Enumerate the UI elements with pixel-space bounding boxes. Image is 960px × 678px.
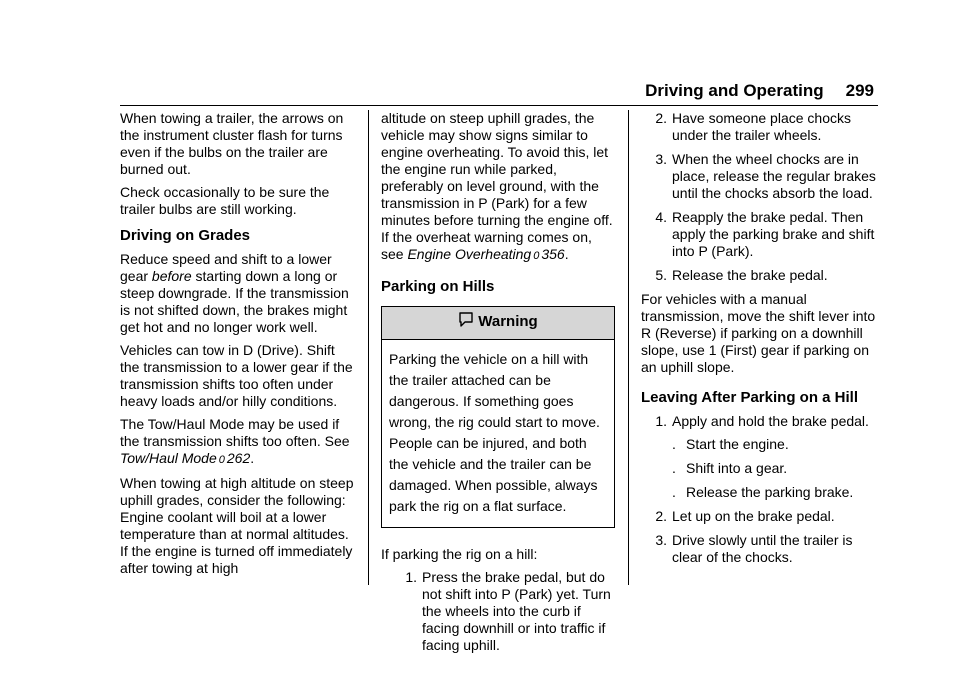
warning-title: Warning (478, 313, 538, 330)
page-number: 299 (845, 81, 874, 100)
list-item: 5. Release the brake pedal. (655, 267, 828, 283)
paragraph-tow-in-drive: Vehicles can tow in D (Drive). Shift the transmission to a lower gear if the transmission shifts too often under heavy loads and/or hilly conditions. (120, 342, 353, 409)
paragraph-if-parking: If parking the rig on a hill: (381, 546, 538, 562)
paragraph-reduce-speed: Reduce speed and shift to a lower gear before starting down a long or steep downgrade. If the transmission is not shifted down, the brakes might get hot and no longer work well. (120, 251, 349, 335)
warning-icon (458, 312, 474, 332)
bullet-item: . Release the parking brake. (672, 484, 854, 500)
steps-list-leaving (641, 413, 879, 566)
paragraph-altitude-continued: altitude on steep uphill grades, the vehicle may show signs similar to engine overheating. To avoid this, let the engine run while parked, preferably on level ground, with the transmission in P (Park) for a few minutes before turning the engine off. If the overheat warning comes on, see Engine Overheating 0 356. (381, 110, 613, 262)
heading-parking-on-hills: Parking on Hills (381, 278, 495, 295)
bullet-item: . Shift into a gear. (672, 460, 788, 476)
list-item: 1. Apply and hold the brake pedal. . Start the engine. . Shift into a gear. . Release the parking brake. (641, 413, 879, 501)
steps-list-parking (391, 569, 615, 654)
paragraph-tow-haul: The Tow/Haul Mode may be used if the transmission shifts too often. See Tow/Haul Mode 0 262. (120, 416, 350, 466)
column-divider-2 (628, 110, 629, 585)
paragraph-check-bulbs: Check occasionally to be sure the trailer bulbs are still working. (120, 184, 330, 217)
list-item: 4. Reapply the brake pedal. Then apply the parking brake and shift into P (Park). (655, 209, 875, 259)
xref-arrow-icon: 0 (533, 250, 540, 262)
column-1 (120, 110, 358, 583)
warning-box (381, 306, 615, 528)
column-divider-1 (368, 110, 369, 585)
paragraph-trailer-arrows: When towing a trailer, the arrows on the instrument cluster flash for turns even if the bulbs on the trailer are burned out. (120, 110, 344, 177)
warning-header (382, 307, 614, 340)
xref-arrow-icon: 0 (218, 454, 225, 466)
heading-leaving-after-parking: Leaving After Parking on a Hill (641, 389, 858, 406)
list-item: 3. When the wheel chocks are in place, release the regular brakes until the chocks absorb the load. (655, 151, 876, 201)
list-item: 3. Drive slowly until the trailer is clear of the chocks. (655, 532, 853, 565)
heading-driving-on-grades: Driving on Grades (120, 227, 251, 244)
warning-text: Parking the vehicle on a hill with the trailer attached can be dangerous. If something goes wrong, the rig could start to move. People can be injured, and both the vehicle and the trailer can be damaged. When possible, always park the rig on a flat surface. (389, 351, 600, 514)
column-2 (381, 110, 615, 661)
bullet-list (672, 436, 879, 501)
steps-list-parking-continued (641, 110, 879, 284)
header-rule (120, 105, 878, 106)
list-item: 2. Let up on the brake pedal. (655, 508, 835, 524)
section-title: Driving and Operating (645, 81, 824, 100)
xref-engine-overheating[interactable]: Engine Overheating 0 356 (407, 246, 565, 262)
page-header (645, 80, 874, 102)
list-item: 2. Have someone place chocks under the trailer wheels. (655, 110, 851, 143)
column-3 (641, 110, 879, 573)
emphasis-before: before (151, 268, 192, 284)
list-item: 1. Press the brake pedal, but do not shift into P (Park) yet. Turn the wheels into the curb if facing downhill or into traffic if facing uphill. (405, 569, 611, 653)
paragraph-high-altitude: When towing at high altitude on steep uphill grades, consider the following: Engine coolant will boil at a lower temperature than at normal altitudes. If the engine is turned off immediately after towing at high (120, 475, 354, 576)
paragraph-manual-transmission: For vehicles with a manual transmission, move the shift lever into R (Reverse) if parking on a downhill slope, use 1 (First) gear if parking on an uphill slope. (641, 291, 876, 375)
xref-tow-haul-mode[interactable]: Tow/Haul Mode 0 262 (120, 450, 251, 466)
bullet-item: . Start the engine. (672, 436, 789, 452)
